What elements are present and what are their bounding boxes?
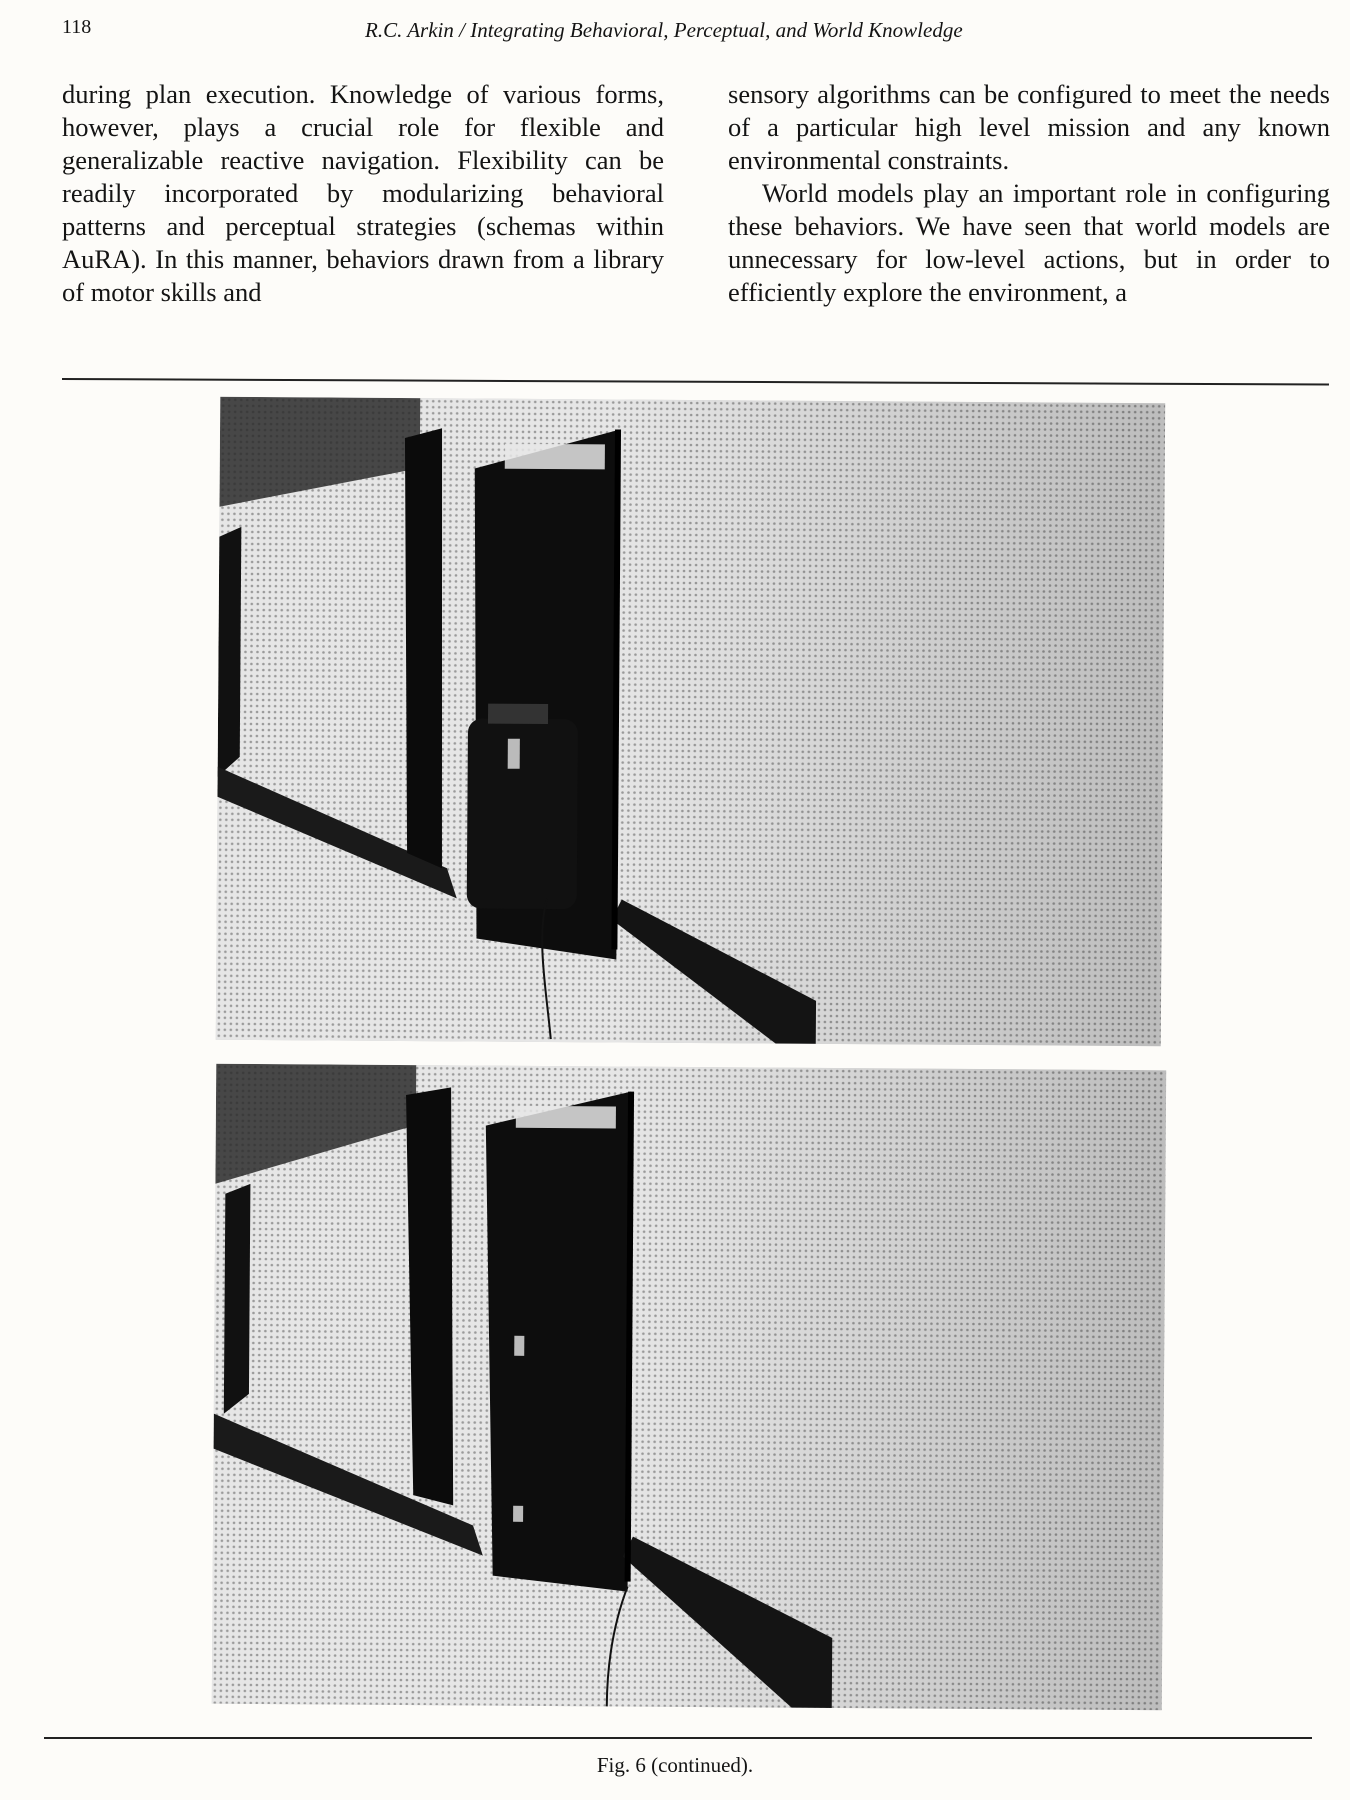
figure-photo-bottom [212,1064,1166,1711]
left-column [62,78,664,309]
right-column-paragraph-2: World models play an important role in configuring these behaviors. We have seen that world models are unnecessary for low-level actions, but in order to efficiently explore the environment, a [728,178,1330,307]
running-header: R.C. Arkin / Integrating Behavioral, Perceptual, and World Knowledge [365,18,963,42]
right-column [728,78,1330,309]
right-column-paragraph-1: sensory algorithms can be configured to meet the needs of a particular high level mission and any known environmental constraints. [728,79,1330,175]
figure-top-rule [62,378,1329,386]
figure-caption: Fig. 6 (continued). [596,1753,754,1777]
left-column-text: during plan execution. Knowledge of various forms, however, plays a crucial role for flexible and generalizable reactive navigation. Flexibility can be readily incorporated by modularizing behavioral patterns and perceptual strategies (schemas within AuRA). In this manner, behaviors drawn from a library of motor skills and [62,79,664,307]
robot-in-doorway-photo-2 [212,1064,1166,1711]
figure-photo-top [216,397,1165,1047]
figure-bottom-rule [44,1737,1312,1739]
page-number: 118 [62,16,92,38]
robot-in-doorway-photo-1 [216,397,1165,1047]
